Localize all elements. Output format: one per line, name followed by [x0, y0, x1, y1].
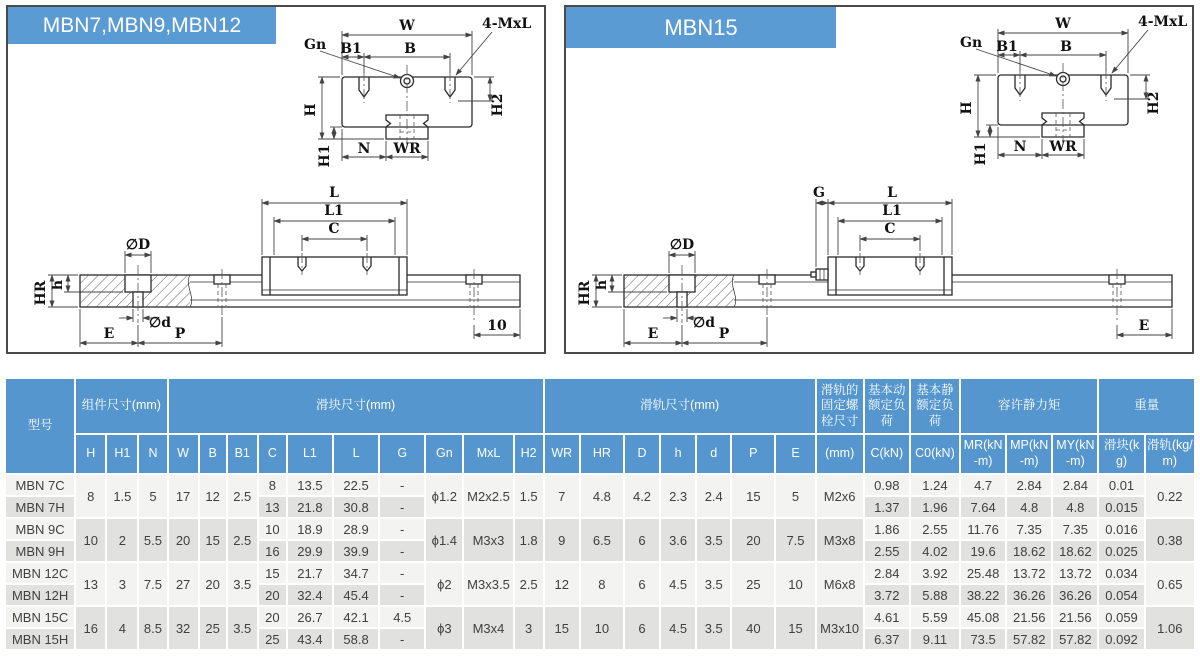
technical-drawing-mbn15: [566, 7, 1192, 351]
cell-WR: 12: [545, 563, 579, 605]
cell-MY: 57.82: [1053, 629, 1097, 649]
diagram-panel-mbn15: [564, 5, 1194, 354]
cell-H2: 3: [515, 607, 543, 649]
dim-label-h2: H2: [490, 93, 506, 117]
col-header-B1: B1: [228, 435, 257, 473]
cell-h: 3.6: [661, 519, 695, 561]
model-cell: MBN 12H: [6, 585, 74, 605]
dim-label-h: H: [303, 103, 319, 117]
side-view: [577, 185, 1172, 347]
cell-E: 15: [776, 607, 814, 649]
cell-d: 3.5: [697, 563, 730, 605]
cell-WR: 7: [545, 475, 579, 517]
cell-P: 25: [732, 563, 774, 605]
cell-bolt: M6x8: [817, 563, 863, 605]
col-header-H1: H1: [107, 435, 137, 473]
cell-C: 16: [259, 541, 286, 561]
cell-H: 8: [76, 475, 105, 517]
col-header-MY: MY(kN-m): [1053, 435, 1097, 473]
model-cell: MBN 7H: [6, 497, 74, 517]
cell-d: 3.5: [697, 607, 730, 649]
cell-W: 32: [169, 607, 198, 649]
cell-H2: 1.8: [515, 519, 543, 561]
group-header-block-dims: 滑块尺寸(mm): [169, 379, 543, 433]
cell-P: 40: [732, 607, 774, 649]
col-header-B: B: [200, 435, 226, 473]
cell-MP: 7.35: [1007, 519, 1051, 539]
cell-Gn: ϕ3: [426, 607, 462, 649]
cell-MR: 38.22: [961, 585, 1005, 605]
dim-label-h1: H1: [973, 142, 989, 166]
cell-L: 39.9: [334, 541, 378, 561]
cell-CkN: 1.37: [865, 497, 909, 517]
cell-MxL: M2x2.5: [464, 475, 512, 517]
group-header-assembly-dims: 组件尺寸(mm): [76, 379, 166, 433]
cell-L: 45.4: [334, 585, 378, 605]
group-header-dynamic-load: 基本动额定负荷: [865, 379, 909, 433]
cell-D: 6: [625, 519, 659, 561]
cell-D: 6: [625, 607, 659, 649]
dim-label-wr: WR: [1049, 139, 1077, 155]
cell-L1: 13.5: [288, 475, 332, 495]
cross-section-view: [303, 16, 531, 167]
cell-C: 15: [259, 563, 286, 583]
cell-MR: 11.76: [961, 519, 1005, 539]
cell-MR: 4.7: [961, 475, 1005, 495]
cell-C: 25: [259, 629, 286, 649]
cell-CkN: 0.98: [865, 475, 909, 495]
col-header-D: D: [625, 435, 659, 473]
model-cell: MBN 9C: [6, 519, 74, 539]
cell-G: -: [380, 475, 424, 495]
cell-bolt: M2x6: [817, 475, 863, 517]
cell-MR: 19.6: [961, 541, 1005, 561]
cell-H2: 1.5: [515, 475, 543, 517]
cell-rail_kg: 0.65: [1146, 563, 1194, 605]
cell-G: -: [380, 585, 424, 605]
dim-label-bolt: 4-MxL: [482, 16, 532, 32]
dim-label-h-depth: h: [594, 279, 610, 291]
cell-MxL: M3x3.5: [464, 563, 512, 605]
col-header-H: H: [76, 435, 105, 473]
cell-block_kg: 0.034: [1099, 563, 1143, 583]
cell-L1: 21.8: [288, 497, 332, 517]
dim-label-c: C: [884, 221, 896, 237]
cell-D: 6: [625, 563, 659, 605]
col-header-L: L: [334, 435, 378, 473]
dim-label-bolt: 4-MxL: [1138, 14, 1188, 30]
cell-G: -: [380, 563, 424, 583]
cell-MY: 2.84: [1053, 475, 1097, 495]
cell-rail_kg: 0.38: [1146, 519, 1194, 561]
dim-label-e: E: [647, 326, 659, 342]
cell-L1: 29.9: [288, 541, 332, 561]
cell-MP: 13.72: [1007, 563, 1051, 583]
col-header-bolt-mm: (mm): [817, 435, 863, 473]
cell-E: 7.5: [776, 519, 814, 561]
dim-label-n: N: [357, 141, 371, 157]
cell-G: -: [380, 541, 424, 561]
cell-CkN: 2.84: [865, 563, 909, 583]
dim-label-e-right: E: [1138, 318, 1150, 334]
model-cell: MBN 15H: [6, 629, 74, 649]
col-header-d: d: [697, 435, 730, 473]
cell-N: 8.5: [139, 607, 166, 649]
dim-label-hr: HR: [33, 280, 49, 306]
cell-W: 27: [169, 563, 198, 605]
cell-HR: 4.8: [581, 475, 623, 517]
cell-MP: 21.56: [1007, 607, 1051, 627]
cell-h: 4.5: [661, 563, 695, 605]
dim-label-hr: HR: [577, 280, 593, 306]
cell-B1: 2.5: [228, 519, 257, 561]
cell-MP: 57.82: [1007, 629, 1051, 649]
dim-label-b1: B1: [340, 41, 362, 57]
cell-Gn: ϕ1.4: [426, 519, 462, 561]
cell-block_kg: 0.054: [1099, 585, 1143, 605]
dim-label-g: G: [813, 185, 825, 201]
cell-block_kg: 0.015: [1099, 497, 1143, 517]
col-header-Gn: Gn: [426, 435, 462, 473]
col-header-C: C: [259, 435, 286, 473]
cell-bolt: M3x8: [817, 519, 863, 561]
cross-section-view: [959, 14, 1187, 165]
dim-label-n: N: [1013, 139, 1027, 155]
side-view: [33, 185, 520, 347]
cell-MP: 2.84: [1007, 475, 1051, 495]
cell-L: 30.8: [334, 497, 378, 517]
technical-drawing-mbn7-9-12: [8, 7, 544, 351]
col-header-W: W: [169, 435, 198, 473]
dim-label-l1: L1: [882, 203, 902, 219]
cell-L: 34.7: [334, 563, 378, 583]
cell-rail_kg: 0.22: [1146, 475, 1194, 517]
dim-label-h: H: [959, 101, 975, 115]
cell-L1: 43.4: [288, 629, 332, 649]
group-header-rail-dims: 滑轨尺寸(mm): [545, 379, 815, 433]
col-header-MxL: MxL: [464, 435, 512, 473]
col-header-H2: H2: [515, 435, 543, 473]
block-side-outline: [828, 257, 952, 295]
cell-B1: 3.5: [228, 607, 257, 649]
cell-B1: 3.5: [228, 563, 257, 605]
dim-label-gn: Gn: [960, 35, 983, 51]
col-header-P: P: [732, 435, 774, 473]
dim-label-w: W: [1055, 16, 1071, 32]
model-cell: MBN 15C: [6, 607, 74, 627]
table-row: [6, 607, 1194, 627]
cell-L1: 18.9: [288, 519, 332, 539]
cell-C: 8: [259, 475, 286, 495]
col-header-C0kN: C0(kN): [911, 435, 959, 473]
cell-CkN: 2.55: [865, 541, 909, 561]
cell-MxL: M3x3: [464, 519, 512, 561]
panel-title: MBN7,MBN9,MBN12: [8, 7, 276, 44]
cell-L: 22.5: [334, 475, 378, 495]
cell-block_kg: 0.016: [1099, 519, 1143, 539]
cell-h: 2.3: [661, 475, 695, 517]
panel-title: MBN15: [566, 7, 836, 48]
spec-table: [4, 377, 1196, 651]
cell-L1: 21.7: [288, 563, 332, 583]
cell-C: 13: [259, 497, 286, 517]
table-row: [6, 475, 1194, 495]
cell-MP: 18.62: [1007, 541, 1051, 561]
dim-label-e: E: [103, 326, 115, 342]
cell-G: -: [380, 629, 424, 649]
cell-Gn: ϕ2: [426, 563, 462, 605]
cell-Gn: ϕ1.2: [426, 475, 462, 517]
cell-H1: 3: [107, 563, 137, 605]
cell-B: 25: [200, 607, 226, 649]
col-header-model: 型号: [6, 379, 74, 473]
cell-E: 5: [776, 475, 814, 517]
dim-label-dia-d-small: ∅d: [693, 315, 715, 331]
block-side-outline: [262, 257, 407, 295]
col-header-block-kg: 滑块(kg): [1099, 435, 1143, 473]
cell-N: 5.5: [139, 519, 166, 561]
cell-WR: 15: [545, 607, 579, 649]
cell-W: 17: [169, 475, 198, 517]
cell-L1: 32.4: [288, 585, 332, 605]
col-header-h: h: [661, 435, 695, 473]
cell-MR: 25.48: [961, 563, 1005, 583]
dim-label-wr: WR: [393, 141, 421, 157]
cell-W: 20: [169, 519, 198, 561]
cell-H: 13: [76, 563, 105, 605]
cell-CkN: 3.72: [865, 585, 909, 605]
dim-label-end10: 10: [487, 318, 507, 334]
cell-L1: 26.7: [288, 607, 332, 627]
dim-label-b: B: [404, 41, 416, 57]
dim-label-h-depth: h: [50, 279, 66, 291]
cell-MY: 13.72: [1053, 563, 1097, 583]
cell-H2: 2.5: [515, 563, 543, 605]
group-header-static-load: 基本静额定负荷: [911, 379, 959, 433]
dim-label-l: L: [329, 185, 339, 201]
col-header-CkN: C(kN): [865, 435, 909, 473]
cell-H1: 4: [107, 607, 137, 649]
cell-MY: 18.62: [1053, 541, 1097, 561]
cell-CkN: 4.61: [865, 607, 909, 627]
cell-block_kg: 0.092: [1099, 629, 1143, 649]
dim-label-w: W: [399, 18, 415, 34]
dim-label-l: L: [887, 185, 897, 201]
cell-HR: 10: [581, 607, 623, 649]
cell-H: 16: [76, 607, 105, 649]
cell-B1: 2.5: [228, 475, 257, 517]
cell-WR: 9: [545, 519, 579, 561]
cell-C0kN: 4.02: [911, 541, 959, 561]
diagram-panel-mbn7-9-12: [6, 5, 546, 354]
dim-label-dia-d-big: ∅D: [669, 237, 695, 253]
dim-label-p: P: [174, 326, 186, 342]
cell-N: 7.5: [139, 563, 166, 605]
dim-label-p: P: [718, 326, 730, 342]
cell-C: 20: [259, 585, 286, 605]
dim-label-b: B: [1060, 39, 1072, 55]
col-header-N: N: [139, 435, 166, 473]
col-header-MR: MR(kN-m): [961, 435, 1005, 473]
group-header-static-moment: 容许静力矩: [961, 379, 1097, 433]
table-row: [6, 563, 1194, 583]
dim-label-b1: B1: [996, 39, 1018, 55]
cell-L: 58.8: [334, 629, 378, 649]
col-header-L1: L1: [288, 435, 332, 473]
cell-B: 15: [200, 519, 226, 561]
cell-MR: 45.08: [961, 607, 1005, 627]
table-row: [6, 519, 1194, 539]
cell-block_kg: 0.01: [1099, 475, 1143, 495]
cell-G: -: [380, 519, 424, 539]
cell-E: 10: [776, 563, 814, 605]
cell-block_kg: 0.059: [1099, 607, 1143, 627]
cell-rail_kg: 1.06: [1146, 607, 1194, 649]
cell-MY: 36.26: [1053, 585, 1097, 605]
cell-MP: 36.26: [1007, 585, 1051, 605]
cell-B: 12: [200, 475, 226, 517]
cell-MxL: M3x4: [464, 607, 512, 649]
dim-label-dia-d-small: ∅d: [149, 315, 171, 331]
model-cell: MBN 12C: [6, 563, 74, 583]
col-header-HR: HR: [581, 435, 623, 473]
cell-block_kg: 0.025: [1099, 541, 1143, 561]
cell-L: 28.9: [334, 519, 378, 539]
cell-MY: 21.56: [1053, 607, 1097, 627]
cell-B: 20: [200, 563, 226, 605]
cell-HR: 6.5: [581, 519, 623, 561]
cell-C0kN: 5.88: [911, 585, 959, 605]
group-header-rail-bolt: 滑轨的固定螺栓尺寸: [817, 379, 863, 433]
cell-MP: 4.8: [1007, 497, 1051, 517]
col-header-E: E: [776, 435, 814, 473]
dim-label-dia-d-big: ∅D: [125, 237, 151, 253]
cell-H1: 2: [107, 519, 137, 561]
cell-MY: 4.8: [1053, 497, 1097, 517]
grease-nipple-side: [816, 269, 828, 280]
cell-h: 4.5: [661, 607, 695, 649]
cell-C0kN: 3.92: [911, 563, 959, 583]
cell-C: 20: [259, 607, 286, 627]
group-header-weight: 重量: [1099, 379, 1194, 433]
dim-label-h2: H2: [1146, 91, 1162, 115]
cell-MR: 73.5: [961, 629, 1005, 649]
cell-C0kN: 5.59: [911, 607, 959, 627]
cell-C0kN: 1.96: [911, 497, 959, 517]
cell-N: 5: [139, 475, 166, 517]
cell-H: 10: [76, 519, 105, 561]
cell-H1: 1.5: [107, 475, 137, 517]
cell-P: 20: [732, 519, 774, 561]
cell-C: 10: [259, 519, 286, 539]
cell-G: 4.5: [380, 607, 424, 627]
model-cell: MBN 7C: [6, 475, 74, 495]
cell-C0kN: 1.24: [911, 475, 959, 495]
cell-G: -: [380, 497, 424, 517]
cell-L: 42.1: [334, 607, 378, 627]
cell-d: 2.4: [697, 475, 730, 517]
dim-label-l1: L1: [324, 203, 344, 219]
dim-label-h1: H1: [317, 144, 333, 168]
cell-MY: 7.35: [1053, 519, 1097, 539]
cell-bolt: M3x10: [817, 607, 863, 649]
col-header-WR: WR: [545, 435, 579, 473]
dim-label-c: C: [328, 221, 340, 237]
col-header-rail-kg: 滑轨(kg/m): [1146, 435, 1194, 473]
cell-P: 15: [732, 475, 774, 517]
cell-D: 4.2: [625, 475, 659, 517]
cell-C0kN: 2.55: [911, 519, 959, 539]
cell-MR: 7.64: [961, 497, 1005, 517]
col-header-G: G: [380, 435, 424, 473]
cell-CkN: 6.37: [865, 629, 909, 649]
cell-C0kN: 9.11: [911, 629, 959, 649]
dim-label-gn: Gn: [304, 37, 327, 53]
col-header-MP: MP(kN-m): [1007, 435, 1051, 473]
cell-CkN: 1.86: [865, 519, 909, 539]
cell-HR: 8: [581, 563, 623, 605]
cell-d: 3.5: [697, 519, 730, 561]
model-cell: MBN 9H: [6, 541, 74, 561]
